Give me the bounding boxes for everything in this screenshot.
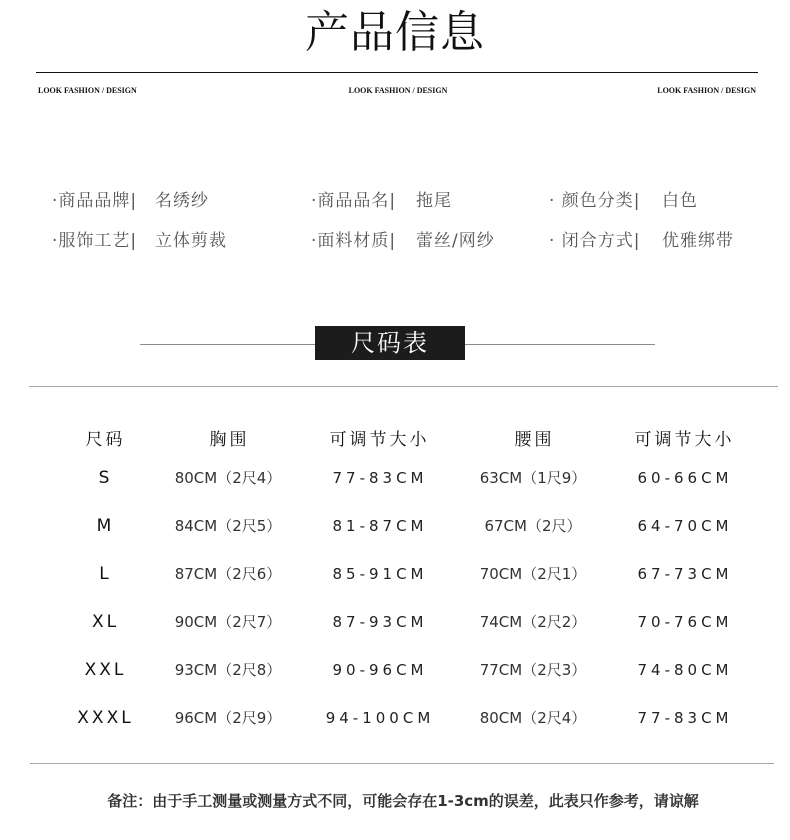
- table-header-row: [0, 428, 790, 452]
- attribute-brand: [52, 189, 282, 213]
- cell-chest: 87CM（2尺6）: [174, 565, 282, 583]
- attribute-label: ·商品品牌|: [52, 191, 138, 211]
- cell-chest-range: 87-93CM: [332, 613, 428, 631]
- measurement-note: 备注：由于手工测量或测量方式不同，可能会存在1-3cm的误差，此表只作参考，请谅解: [107, 792, 699, 810]
- attribute-label: ·服饰工艺|: [52, 231, 138, 251]
- attribute-value: 拖尾: [416, 191, 452, 211]
- cell-size: M: [96, 516, 115, 536]
- table-bottom-divider: [30, 763, 774, 764]
- brand-tagline-left: LOOK FASHION / DESIGN: [38, 86, 137, 95]
- header-chest: 胸围: [209, 430, 250, 450]
- cell-size: S: [98, 468, 113, 488]
- header-waist: 腰围: [514, 430, 555, 450]
- attribute-value: 名绣纱: [155, 191, 209, 211]
- cell-chest-range: 90-96CM: [332, 661, 428, 679]
- cell-waist-range: 67-73CM: [637, 565, 733, 583]
- attribute-value: 立体剪裁: [155, 231, 227, 251]
- cell-waist-range: 64-70CM: [637, 517, 733, 535]
- attribute-value: 白色: [662, 191, 698, 211]
- cell-waist: 77CM（2尺3）: [479, 661, 587, 679]
- table-row: [0, 514, 790, 538]
- table-row: [0, 562, 790, 586]
- brand-tagline-right: LOOK FASHION / DESIGN: [657, 86, 756, 95]
- attribute-label: · 闭合方式|: [549, 231, 641, 251]
- cell-chest: 90CM（2尺7）: [174, 613, 282, 631]
- size-chart-title: 尺码表: [351, 329, 429, 357]
- attribute-color: [549, 189, 779, 213]
- size-chart-title-box: [315, 326, 465, 360]
- table-row: [0, 610, 790, 634]
- cell-waist-range: 74-80CM: [637, 661, 733, 679]
- cell-size: XXL: [84, 660, 127, 680]
- header-waist-adjustable: 可调节大小: [634, 430, 735, 450]
- cell-chest: 96CM（2尺9）: [174, 709, 282, 727]
- attribute-material: [311, 229, 541, 253]
- attribute-craft: [52, 229, 282, 253]
- table-row: [0, 706, 790, 730]
- brand-tagline-center: LOOK FASHION / DESIGN: [348, 86, 448, 95]
- cell-chest: 80CM（2尺4）: [174, 469, 282, 487]
- cell-size: XL: [91, 612, 120, 632]
- title-divider: [36, 72, 758, 73]
- cell-chest-range: 77-83CM: [332, 469, 428, 487]
- attribute-product-name: [311, 189, 541, 213]
- cell-size: L: [99, 564, 112, 584]
- cell-waist-range: 70-76CM: [637, 613, 733, 631]
- cell-waist-range: 77-83CM: [637, 709, 733, 727]
- attribute-label: ·商品品名|: [311, 191, 397, 211]
- attribute-value: 蕾丝/网纱: [416, 231, 495, 251]
- attribute-value: 优雅绑带: [662, 231, 734, 251]
- cell-chest: 84CM（2尺5）: [174, 517, 282, 535]
- table-top-divider: [29, 386, 778, 387]
- attribute-label: · 颜色分类|: [549, 191, 641, 211]
- header-size: 尺码: [85, 430, 126, 450]
- cell-chest-range: 81-87CM: [332, 517, 428, 535]
- table-row: [0, 658, 790, 682]
- page-title: 产品信息: [305, 7, 485, 58]
- cell-waist-range: 60-66CM: [637, 469, 733, 487]
- cell-size: XXXL: [77, 708, 134, 728]
- cell-chest-range: 94-100CM: [325, 709, 435, 727]
- header-chest-adjustable: 可调节大小: [329, 430, 430, 450]
- cell-waist: 80CM（2尺4）: [479, 709, 587, 727]
- cell-chest-range: 85-91CM: [332, 565, 428, 583]
- attribute-label: ·面料材质|: [311, 231, 397, 251]
- table-row: [0, 466, 790, 490]
- cell-waist: 74CM（2尺2）: [479, 613, 587, 631]
- attribute-closure: [549, 229, 779, 253]
- cell-waist: 63CM（1尺9）: [479, 469, 587, 487]
- cell-chest: 93CM（2尺8）: [174, 661, 282, 679]
- cell-waist: 67CM（2尺）: [484, 517, 582, 535]
- cell-waist: 70CM（2尺1）: [479, 565, 587, 583]
